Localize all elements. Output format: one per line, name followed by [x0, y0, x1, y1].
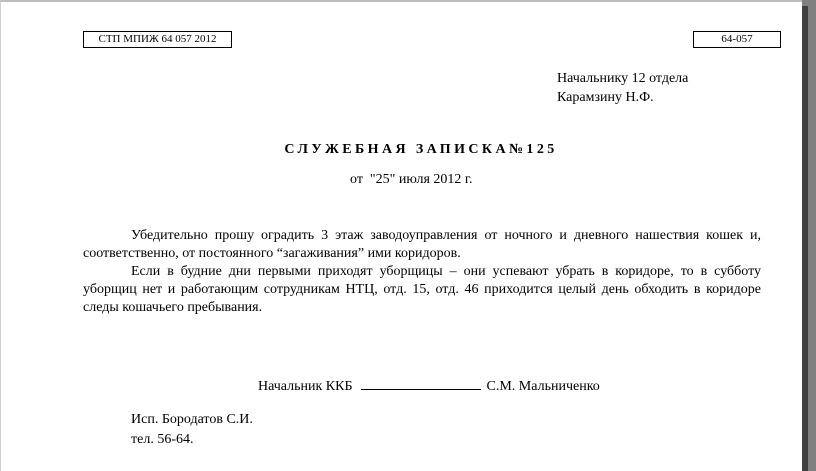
document-number-box: 64-057 — [693, 31, 781, 48]
signer-position: Начальник ККБ — [258, 379, 353, 394]
signature-line — [361, 375, 481, 390]
addressee-line-1: Начальнику 12 отдела — [557, 71, 689, 86]
document-code-box: СТП МПИЖ 64 057 2012 — [83, 31, 232, 48]
signature-block — [258, 375, 600, 395]
document-title: СЛУЖЕБНАЯ ЗАПИСКА№125 — [284, 142, 558, 157]
viewer-background — [808, 0, 816, 471]
executor-phone: тел. 56-64. — [131, 432, 194, 447]
signer-name: С.М. Мальниченко — [486, 379, 600, 394]
memo-body — [83, 227, 761, 317]
body-paragraph-1: Убедительно прошу оградить 3 этаж заводоуправления от ночного и дневного нашествия кошек и, соответственно, от постоянного “загаживания” ими коридоров. — [83, 228, 761, 261]
addressee-block — [557, 69, 688, 107]
document-date: от "25" июля 2012 г. — [350, 172, 473, 187]
executor-block — [131, 410, 253, 450]
executor-name: Исп. Бородатов С.И. — [131, 412, 253, 427]
body-paragraph-2: Если в будние дни первыми приходят уборщицы – они успевают убрать в коридоре, то в субботу уборщиц нет и работающим сотрудникам НТЦ, отд. 15, отд. 46 приходится целый день обходить в коридоре следы кошачьего пребывания. — [83, 264, 761, 315]
addressee-line-2: Карамзину Н.Ф. — [557, 90, 654, 105]
